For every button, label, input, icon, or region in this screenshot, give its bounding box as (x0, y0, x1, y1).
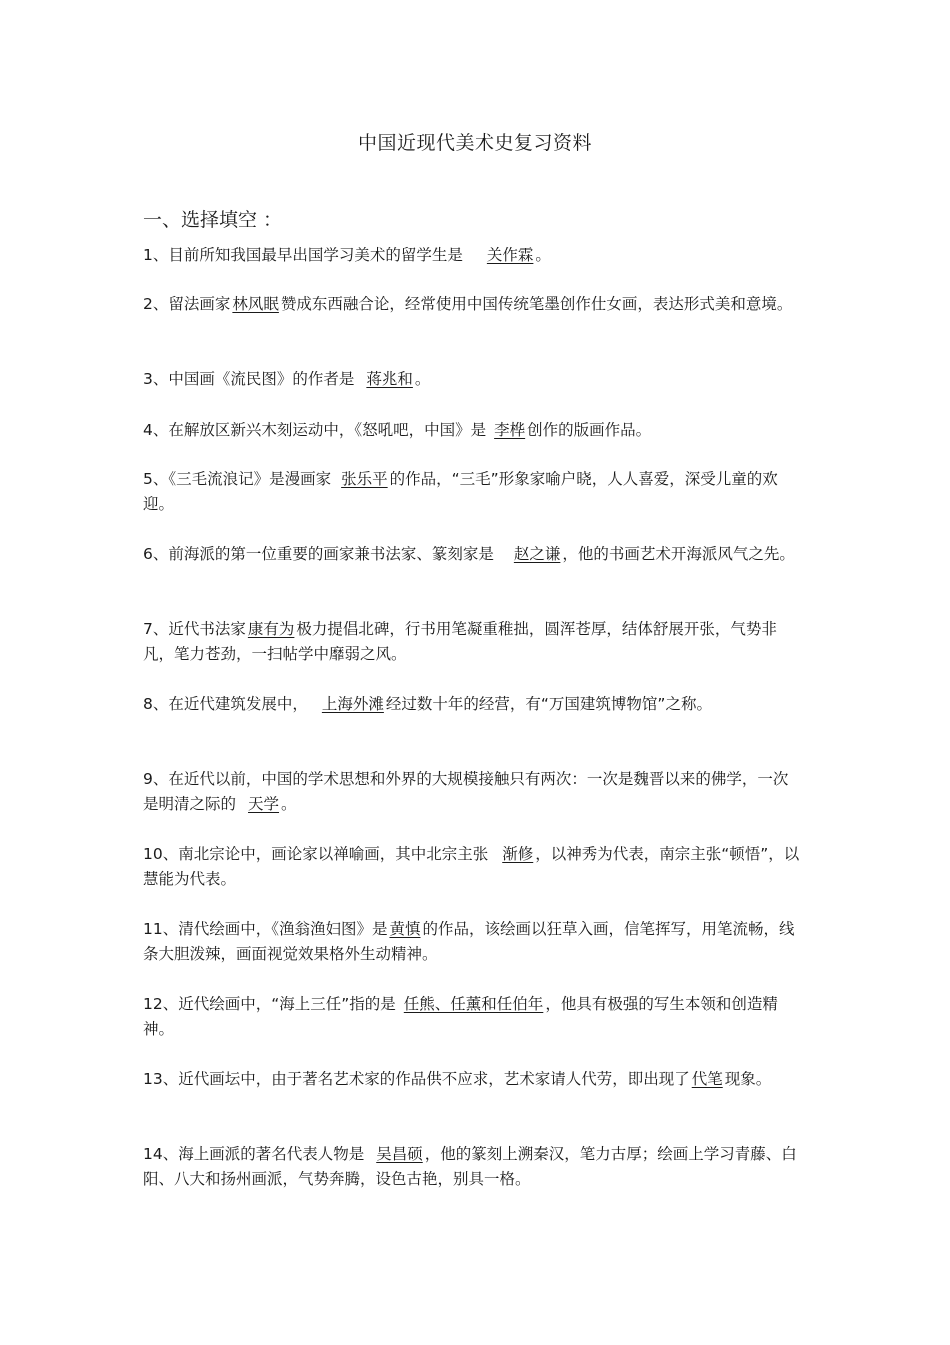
question-text-before: 4、在解放区新兴木刻运动中，《怒吼吧，中国》是 (143, 421, 487, 439)
answer-blank: 康有为 (247, 620, 295, 638)
question-text-after: 的作品，“三毛”形象家喻户晓，人人喜爱，深受儿童的欢迎。 (143, 470, 778, 513)
question-item (143, 992, 803, 1042)
question-item (143, 1067, 803, 1092)
question-text-after: 创作的版画作品。 (527, 421, 652, 439)
document-title: 中国近现代美术史复习资料 (357, 132, 592, 154)
answer-blank: 赵之谦 (513, 545, 561, 563)
answer-blank: 渐修 (502, 845, 534, 863)
question-text-before: 2、留法画家 (143, 295, 231, 313)
question-text-after: ，他具有极强的写生本领和创造精神。 (143, 995, 778, 1038)
question-item (143, 467, 803, 517)
answer-blank: 林风眠 (232, 295, 279, 313)
question-item (143, 367, 803, 392)
answer-blank: 张乐平 (341, 470, 388, 488)
question-text-after: 。 (281, 795, 297, 813)
answer-blank: 任熊、任薰和任伯年 (403, 995, 544, 1013)
answer-blank: 上海外滩 (321, 695, 384, 713)
question-item (143, 767, 803, 817)
answer-blank: 关作霖 (486, 246, 534, 264)
question-text-before: 3、中国画《流民图》的作者是 (143, 370, 355, 388)
question-text-after: ，他的书画艺术开海派风气之先。 (562, 545, 795, 563)
answer-blank: 吴昌硕 (376, 1145, 423, 1163)
answer-blank: 蒋兆和 (366, 370, 413, 388)
question-text-after: 现象。 (724, 1070, 772, 1088)
question-text-after: 的作品，该绘画以狂草入画，信笔挥写，用笔流畅，线条大胆泼辣，画面视觉效果格外生动精神。 (143, 920, 795, 963)
answer-blank: 李桦 (494, 421, 526, 439)
question-text-after: 。 (414, 370, 431, 388)
question-text-before: 14、海上画派的著名代表人物是 (143, 1145, 365, 1163)
question-text-before: 5、《三毛流浪记》是漫画家 (143, 470, 332, 488)
question-item (143, 542, 803, 567)
answer-blank: 代笔 (691, 1070, 723, 1088)
question-item (143, 692, 803, 717)
question-text-before: 9、在近代以前，中国的学术思想和外界的大规模接触只有两次：一次是魏晋以来的佛学，一次是明清之际的 (143, 770, 789, 813)
question-item (143, 243, 803, 268)
question-item (143, 418, 803, 443)
question-text-after: ，以神秀为代表，南宗主张“顿悟”，以慧能为代表。 (143, 845, 800, 888)
question-item (143, 1142, 803, 1192)
question-text-before: 12、近代绘画中，“海上三任”指的是 (143, 995, 396, 1013)
answer-blank: 黄慎 (389, 920, 421, 938)
question-text-before: 10、南北宗论中，画论家以禅喻画，其中北宗主张 (143, 845, 489, 863)
question-text-after: 经过数十年的经营，有“万国建筑博物馆”之称。 (385, 695, 712, 713)
question-text-before: 13、近代画坛中，由于著名艺术家的作品供不应求，艺术家请人代劳，即出现了 (143, 1070, 690, 1088)
question-item (143, 917, 803, 967)
question-text-before: 6、前海派的第一位重要的画家兼书法家、篆刻家是 (143, 545, 494, 563)
answer-blank: 天学 (248, 795, 280, 813)
question-text-before: 1、目前所知我国最早出国学习美术的留学生是 (143, 246, 463, 264)
question-text-after: ，他的篆刻上溯秦汉，笔力古厚；绘画上学习青藤、白阳、八大和扬州画派，气势奔腾，设色古艳，别具一格。 (143, 1145, 797, 1188)
question-text-before: 11、清代绘画中，《渔翁渔妇图》是 (143, 920, 388, 938)
question-text-after: 极力提倡北碑，行书用笔凝重稚拙，圆浑苍厚，结体舒展开张，气势非凡，笔力苍劲，一扫帖学中靡弱之风。 (143, 620, 777, 663)
question-item (143, 842, 803, 892)
question-item (143, 617, 803, 667)
question-text-before: 7、近代书法家 (143, 620, 246, 638)
question-text-after: 赞成东西融合论，经常使用中国传统笔墨创作仕女画，表达形式美和意境。 (280, 295, 793, 313)
question-text-before: 8、在近代建筑发展中， (143, 695, 308, 713)
question-item (143, 292, 803, 317)
section-heading: 一、选择填空 ： (143, 209, 283, 231)
question-text-after: 。 (535, 246, 551, 264)
